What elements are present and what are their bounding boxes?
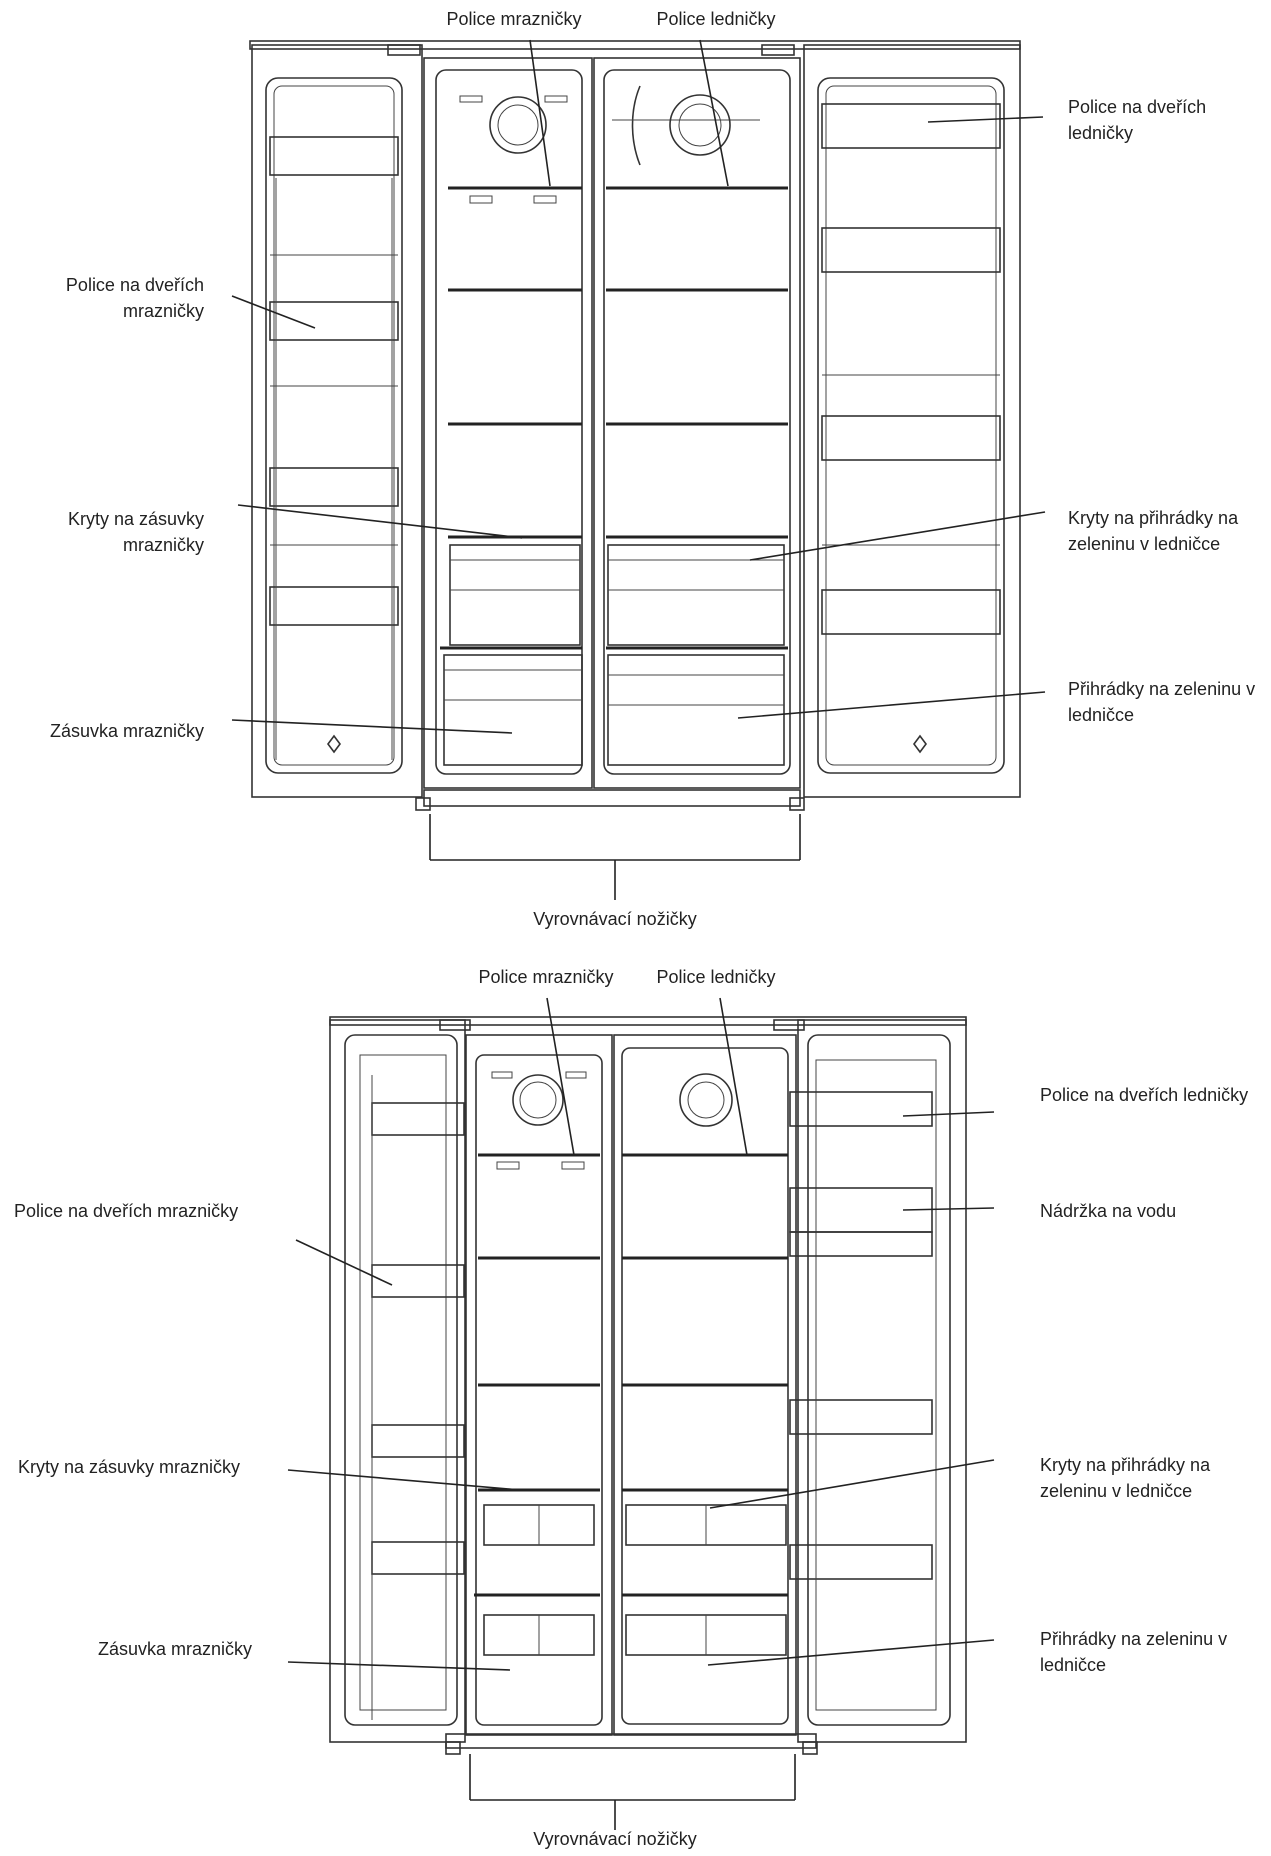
label-freezer-drawer-covers-bottom: Kryty na zásuvky mrazničky xyxy=(18,1457,241,1477)
top-freezer-door xyxy=(252,45,422,797)
label-freezer-drawer-top: Zásuvka mrazničky xyxy=(49,721,204,741)
top-refrigerator xyxy=(232,40,1045,900)
label-leveling-feet-bottom: Vyrovnávací nožičky xyxy=(533,1829,697,1849)
bottom-refrigerator xyxy=(288,998,994,1830)
bottom-fridge-door xyxy=(790,1020,966,1742)
top-freezer-compartment xyxy=(424,58,592,788)
top-fridge-door xyxy=(804,45,1020,797)
label-fridge-door-shelf-top: Police na dveřích ledničky xyxy=(1068,97,1207,143)
label-crisper-drawers-top: Přihrádky na zeleninu v ledničce xyxy=(1068,679,1256,725)
label-crisper-covers-bottom: Kryty na přihrádky na zeleninu v ledničce xyxy=(1040,1455,1211,1501)
top-fridge-compartment xyxy=(594,58,800,788)
bottom-fridge-compartment xyxy=(614,1035,796,1735)
bottom-freezer-compartment xyxy=(466,1035,612,1735)
label-fridge-shelf-top: Police ledničky xyxy=(656,9,776,29)
label-freezer-door-shelf-bottom: Police na dveřích mrazničky xyxy=(14,1201,239,1221)
label-fridge-door-shelf-bottom: Police na dveřích ledničky xyxy=(1040,1085,1249,1105)
bottom-freezer-door xyxy=(330,1020,465,1742)
label-leveling-feet-top: Vyrovnávací nožičky xyxy=(533,909,697,929)
label-crisper-drawers-bottom: Přihrádky na zeleninu v ledničce xyxy=(1040,1629,1228,1675)
label-freezer-shelf-bottom: Police mrazničky xyxy=(478,967,614,987)
label-crisper-covers-top: Kryty na přihrádky na zeleninu v ledničce xyxy=(1068,508,1239,554)
label-freezer-drawer-bottom: Zásuvka mrazničky xyxy=(97,1639,252,1659)
label-water-tank: Nádržka na vodu xyxy=(1040,1201,1177,1221)
label-freezer-drawer-covers-top: Kryty na zásuvky mrazničky xyxy=(67,509,204,555)
label-freezer-shelf-top: Police mrazničky xyxy=(446,9,582,29)
label-freezer-door-shelf-top: Police na dveřích mrazničky xyxy=(65,275,204,321)
label-fridge-shelf-bottom: Police ledničky xyxy=(656,967,776,987)
